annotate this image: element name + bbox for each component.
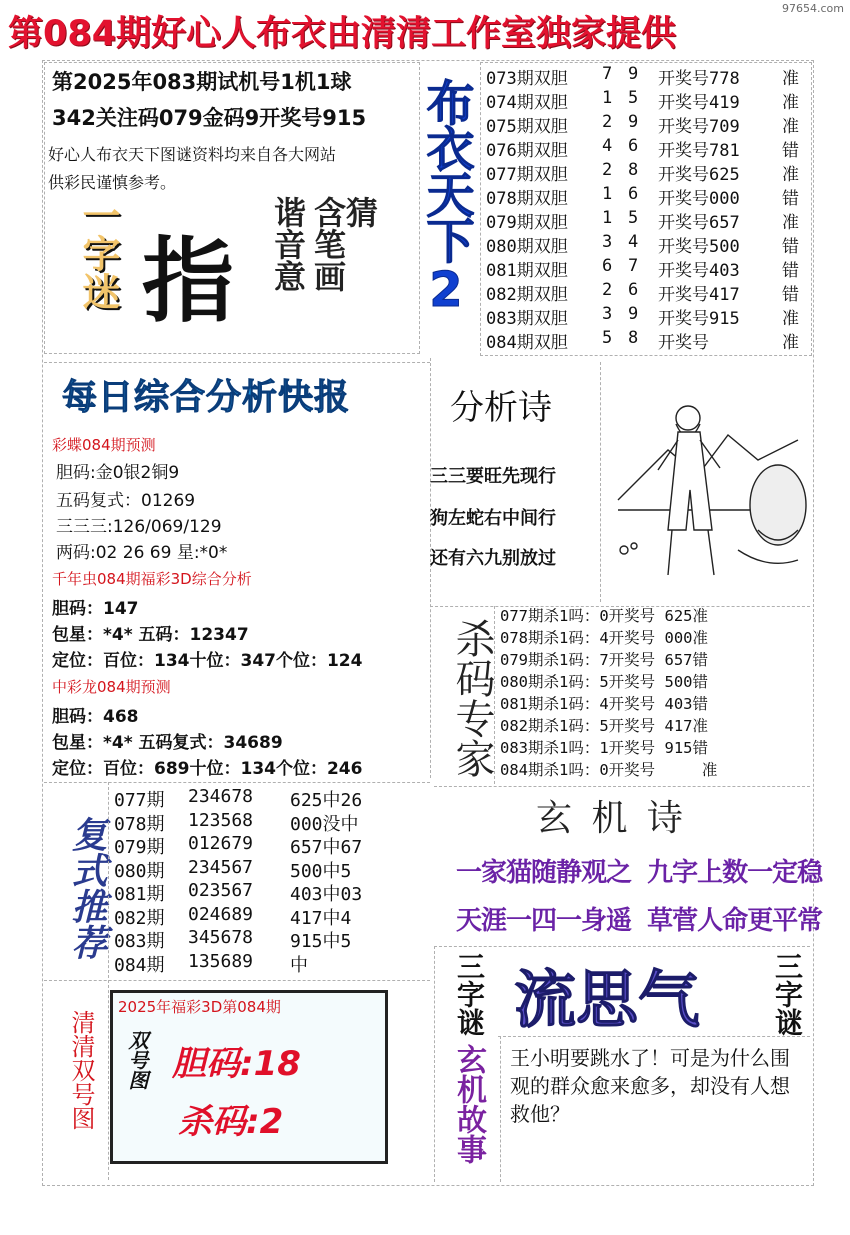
s1-line4: 两码:02 26 69 星:*0* — [56, 543, 228, 563]
shuang-dan-label: 开奖号657 — [658, 213, 740, 233]
shuang-dan-result: 准 — [782, 69, 799, 89]
shuang-dan-result: 错 — [782, 189, 799, 209]
shuang-dan-row — [486, 208, 806, 232]
s1-line1: 胆码:金0银2铜9 — [56, 463, 180, 483]
shuang-dan-n2: 9 — [628, 112, 639, 132]
focus-code-line: 342关注码079金码9开奖号915 — [52, 106, 367, 130]
fushi-period: 081期 — [114, 884, 165, 905]
s3-line2: 包星：*4* 五码复式：34689 — [52, 733, 283, 753]
fushi-period: 078期 — [114, 813, 165, 835]
disclaimer-line2: 供彩民谨慎参考。 — [48, 173, 177, 192]
shuang-dan-label: 开奖号915 — [658, 309, 740, 329]
fushi-result: 657中67 — [290, 837, 363, 858]
fushi-nums: 345678 — [188, 927, 254, 948]
shuang-dan-period: 083期双胆 — [486, 309, 568, 329]
fushi-nums: 234567 — [188, 856, 254, 878]
xuanji-line1: 一家猫随静观之 九字上数一定稳 — [456, 858, 823, 888]
shuang-dan-label: 开奖号 — [658, 333, 709, 353]
shuang-dan-n1: 7 — [602, 64, 613, 84]
shuang-dan-row — [486, 184, 806, 208]
shuang-dan-n2: 9 — [628, 64, 639, 84]
fushi-period: 084期 — [114, 954, 165, 976]
sha-ma-row: 080期杀1码：5开奖号 500错 — [500, 673, 708, 691]
fushi-result: 500中5 — [290, 860, 352, 882]
s1-line2: 五码复式：01269 — [56, 491, 196, 511]
fushi-period: 079期 — [114, 837, 165, 858]
fushi-row — [114, 786, 414, 810]
shuang-dan-period: 078期双胆 — [486, 189, 568, 209]
sha-ma-label: 杀码专家 — [449, 618, 495, 778]
fushi-period: 080期 — [114, 860, 165, 882]
s2-line2: 包星：*4* 五码：12347 — [52, 625, 249, 645]
fushi-result: 000没中 — [290, 813, 359, 835]
sha-ma-row: 084期杀1吗：0开奖号 准 — [500, 761, 718, 779]
shuang-dan-n1: 3 — [602, 232, 613, 252]
s3-title: 中彩龙084期预测 — [52, 678, 171, 696]
story-text: 王小明要跳水了！可是为什么围观的群众愈来愈多，却没有人想救他？ — [510, 1046, 790, 1126]
shuang-dan-n2: 8 — [628, 328, 639, 348]
shuang-dan-row — [486, 64, 806, 88]
shuang-dan-label: 开奖号709 — [658, 117, 740, 137]
card-side: 双号图 — [125, 1030, 149, 1090]
shuang-dan-n1: 1 — [602, 208, 613, 228]
shuang-dan-period: 077期双胆 — [486, 165, 568, 185]
s2-line3: 定位：百位：134十位：347个位：124 — [52, 651, 363, 671]
fushi-label: 复式推荐 — [66, 816, 107, 960]
shuang-dan-row — [486, 232, 806, 256]
shuang-dan-result: 错 — [782, 261, 799, 281]
shuang-dan-n2: 5 — [628, 208, 639, 228]
shuang-dan-result: 错 — [782, 285, 799, 305]
riddle-right-col3: 猜 — [341, 196, 379, 228]
fushi-result: 625中26 — [290, 790, 363, 811]
shuang-dan-n2: 9 — [628, 304, 639, 324]
shuang-dan-period: 084期双胆 — [486, 333, 568, 353]
xuanji-title: 玄 机 诗 — [536, 798, 687, 839]
fushi-row — [114, 833, 414, 857]
shuang-dan-result: 错 — [782, 141, 799, 161]
fushi-period: 082期 — [114, 907, 165, 929]
shuang-dan-result: 错 — [782, 237, 799, 257]
s1-line3: 三三三:126/069/129 — [56, 517, 222, 537]
fushi-row — [114, 951, 414, 975]
riddle-right-col2: 含笔画 — [309, 196, 347, 292]
sha-ma-row: 079期杀1码：7开奖号 657错 — [500, 651, 708, 669]
page-title: 第084期好心人布衣由清清工作室独家提供 — [8, 14, 677, 54]
fushi-row — [114, 810, 414, 834]
fushi-period: 083期 — [114, 931, 165, 952]
shuang-dan-n1: 3 — [602, 304, 613, 324]
sha-ma-row: 078期杀1码：4开奖号 000准 — [500, 629, 708, 647]
shuang-dan-row — [486, 160, 806, 184]
fushi-nums: 023567 — [188, 880, 254, 901]
poem-line3: 还有六九别放过 — [430, 548, 556, 569]
fushi-result: 915中5 — [290, 931, 352, 952]
qingqing-label: 清清双号图 — [67, 1010, 95, 1130]
poem-line2: 狗左蛇右中间行 — [430, 508, 556, 529]
shuang-dan-n1: 2 — [602, 160, 613, 180]
shuang-dan-n2: 4 — [628, 232, 639, 252]
shuang-dan-result: 准 — [782, 93, 799, 113]
xuanji-line2: 天涯一四一身遥 草菅人命更平常 — [456, 906, 823, 936]
shuang-dan-n2: 6 — [628, 136, 639, 156]
shuang-dan-row — [486, 280, 806, 304]
shuang-dan-result: 准 — [782, 309, 799, 329]
fushi-row — [114, 880, 414, 904]
fushi-nums: 135689 — [188, 950, 254, 972]
poem-title: 分析诗 — [450, 388, 552, 428]
shuang-dan-row — [486, 328, 806, 352]
daily-banner: 每日综合分析快报 — [62, 378, 351, 418]
shuang-dan-result: 准 — [782, 117, 799, 137]
shuang-dan-period: 079期双胆 — [486, 213, 568, 233]
watermark: 97654.com — [782, 2, 844, 15]
shuang-dan-row — [486, 256, 806, 280]
s3-line3: 定位：百位：689十位：134个位：246 — [52, 759, 363, 779]
shuang-dan-label: 开奖号000 — [658, 189, 740, 209]
shuang-dan-n2: 7 — [628, 256, 639, 276]
shuang-dan-row — [486, 88, 806, 112]
shuang-dan-label: 开奖号417 — [658, 285, 740, 305]
shuang-dan-n1: 5 — [602, 328, 613, 348]
fushi-row — [114, 927, 414, 951]
sha-ma-row: 082期杀1码：5开奖号 417准 — [500, 717, 708, 735]
fushi-nums: 123568 — [188, 809, 254, 831]
sage-illustration — [608, 380, 808, 590]
shuang-dan-result: 准 — [782, 213, 799, 233]
fushi-result: 中 — [290, 954, 308, 976]
shuang-dan-n2: 6 — [628, 280, 639, 300]
sha-ma-row: 077期杀1吗：0开奖号 625准 — [500, 607, 708, 625]
shuang-dan-n1: 1 — [602, 184, 613, 204]
shuang-dan-label: 开奖号781 — [658, 141, 740, 161]
shuang-dan-n2: 5 — [628, 88, 639, 108]
shuang-dan-n1: 2 — [602, 112, 613, 132]
s2-line1: 胆码：147 — [52, 599, 139, 619]
fushi-row — [114, 857, 414, 881]
sanzi-right: 三字谜 — [771, 952, 804, 1036]
shuang-dan-label: 开奖号419 — [658, 93, 740, 113]
shuang-dan-period: 082期双胆 — [486, 285, 568, 305]
riddle-right-col1: 谐音意 — [269, 196, 307, 292]
shuang-dan-n1: 2 — [602, 280, 613, 300]
fushi-period: 077期 — [114, 790, 165, 811]
sanzi-center: 流思气 — [514, 963, 701, 1036]
shuang-dan-period: 075期双胆 — [486, 117, 568, 137]
shuang-dan-label: 开奖号778 — [658, 69, 740, 89]
fushi-result: 403中03 — [290, 884, 363, 905]
shuang-dan-label: 开奖号625 — [658, 165, 740, 185]
sha-ma-row: 081期杀1码：4开奖号 403错 — [500, 695, 708, 713]
shuang-dan-n2: 8 — [628, 160, 639, 180]
fushi-nums: 012679 — [188, 833, 254, 854]
shuang-dan-n1: 4 — [602, 136, 613, 156]
shuang-dan-n1: 6 — [602, 256, 613, 276]
sha-ma-row: 083期杀1吗：1开奖号 915错 — [500, 739, 708, 757]
riddle-left-text: 一字迷 — [76, 196, 120, 310]
fushi-nums: 234678 — [188, 786, 254, 807]
shuang-dan-period: 074期双胆 — [486, 93, 568, 113]
shuang-dan-row — [486, 304, 806, 328]
shuang-dan-label: 开奖号500 — [658, 237, 740, 257]
s3-line1: 胆码：468 — [52, 707, 139, 727]
shuang-dan-result: 准 — [782, 333, 799, 353]
shuang-dan-period: 080期双胆 — [486, 237, 568, 257]
fushi-row — [114, 904, 414, 928]
shuang-dan-period: 073期双胆 — [486, 69, 568, 89]
card-title: 2025年福彩3D第084期 — [118, 998, 281, 1016]
card-sha: 杀码:2 — [178, 1102, 284, 1142]
shuang-dan-row — [486, 112, 806, 136]
disclaimer-line1: 好心人布衣天下图谜资料均来自各大网站 — [48, 145, 337, 164]
shuang-dan-label: 开奖号403 — [658, 261, 740, 281]
riddle-center-char: 指 — [142, 227, 235, 335]
shuang-dan-period: 081期双胆 — [486, 261, 568, 281]
shuang-dan-n2: 6 — [628, 184, 639, 204]
shuang-dan-row — [486, 136, 806, 160]
s2-title: 千年虫084期福彩3D综合分析 — [52, 570, 252, 588]
s1-title: 彩蝶084期预测 — [52, 436, 156, 454]
shuang-dan-result: 准 — [782, 165, 799, 185]
card-dan: 胆码:18 — [172, 1044, 301, 1084]
shuang-dan-n1: 1 — [602, 88, 613, 108]
fushi-result: 417中4 — [290, 907, 352, 929]
story-label: 玄机故事 — [451, 1044, 486, 1164]
trial-number-line: 第2025年083期试机号1机1球 — [52, 70, 352, 94]
poem-line1: 三三要旺先现行 — [430, 466, 556, 487]
fushi-nums: 024689 — [188, 903, 254, 925]
shuang-dan-period: 076期双胆 — [486, 141, 568, 161]
brand-vertical: 布衣天下2 — [418, 78, 474, 316]
sanzi-left: 三字谜 — [453, 952, 486, 1036]
